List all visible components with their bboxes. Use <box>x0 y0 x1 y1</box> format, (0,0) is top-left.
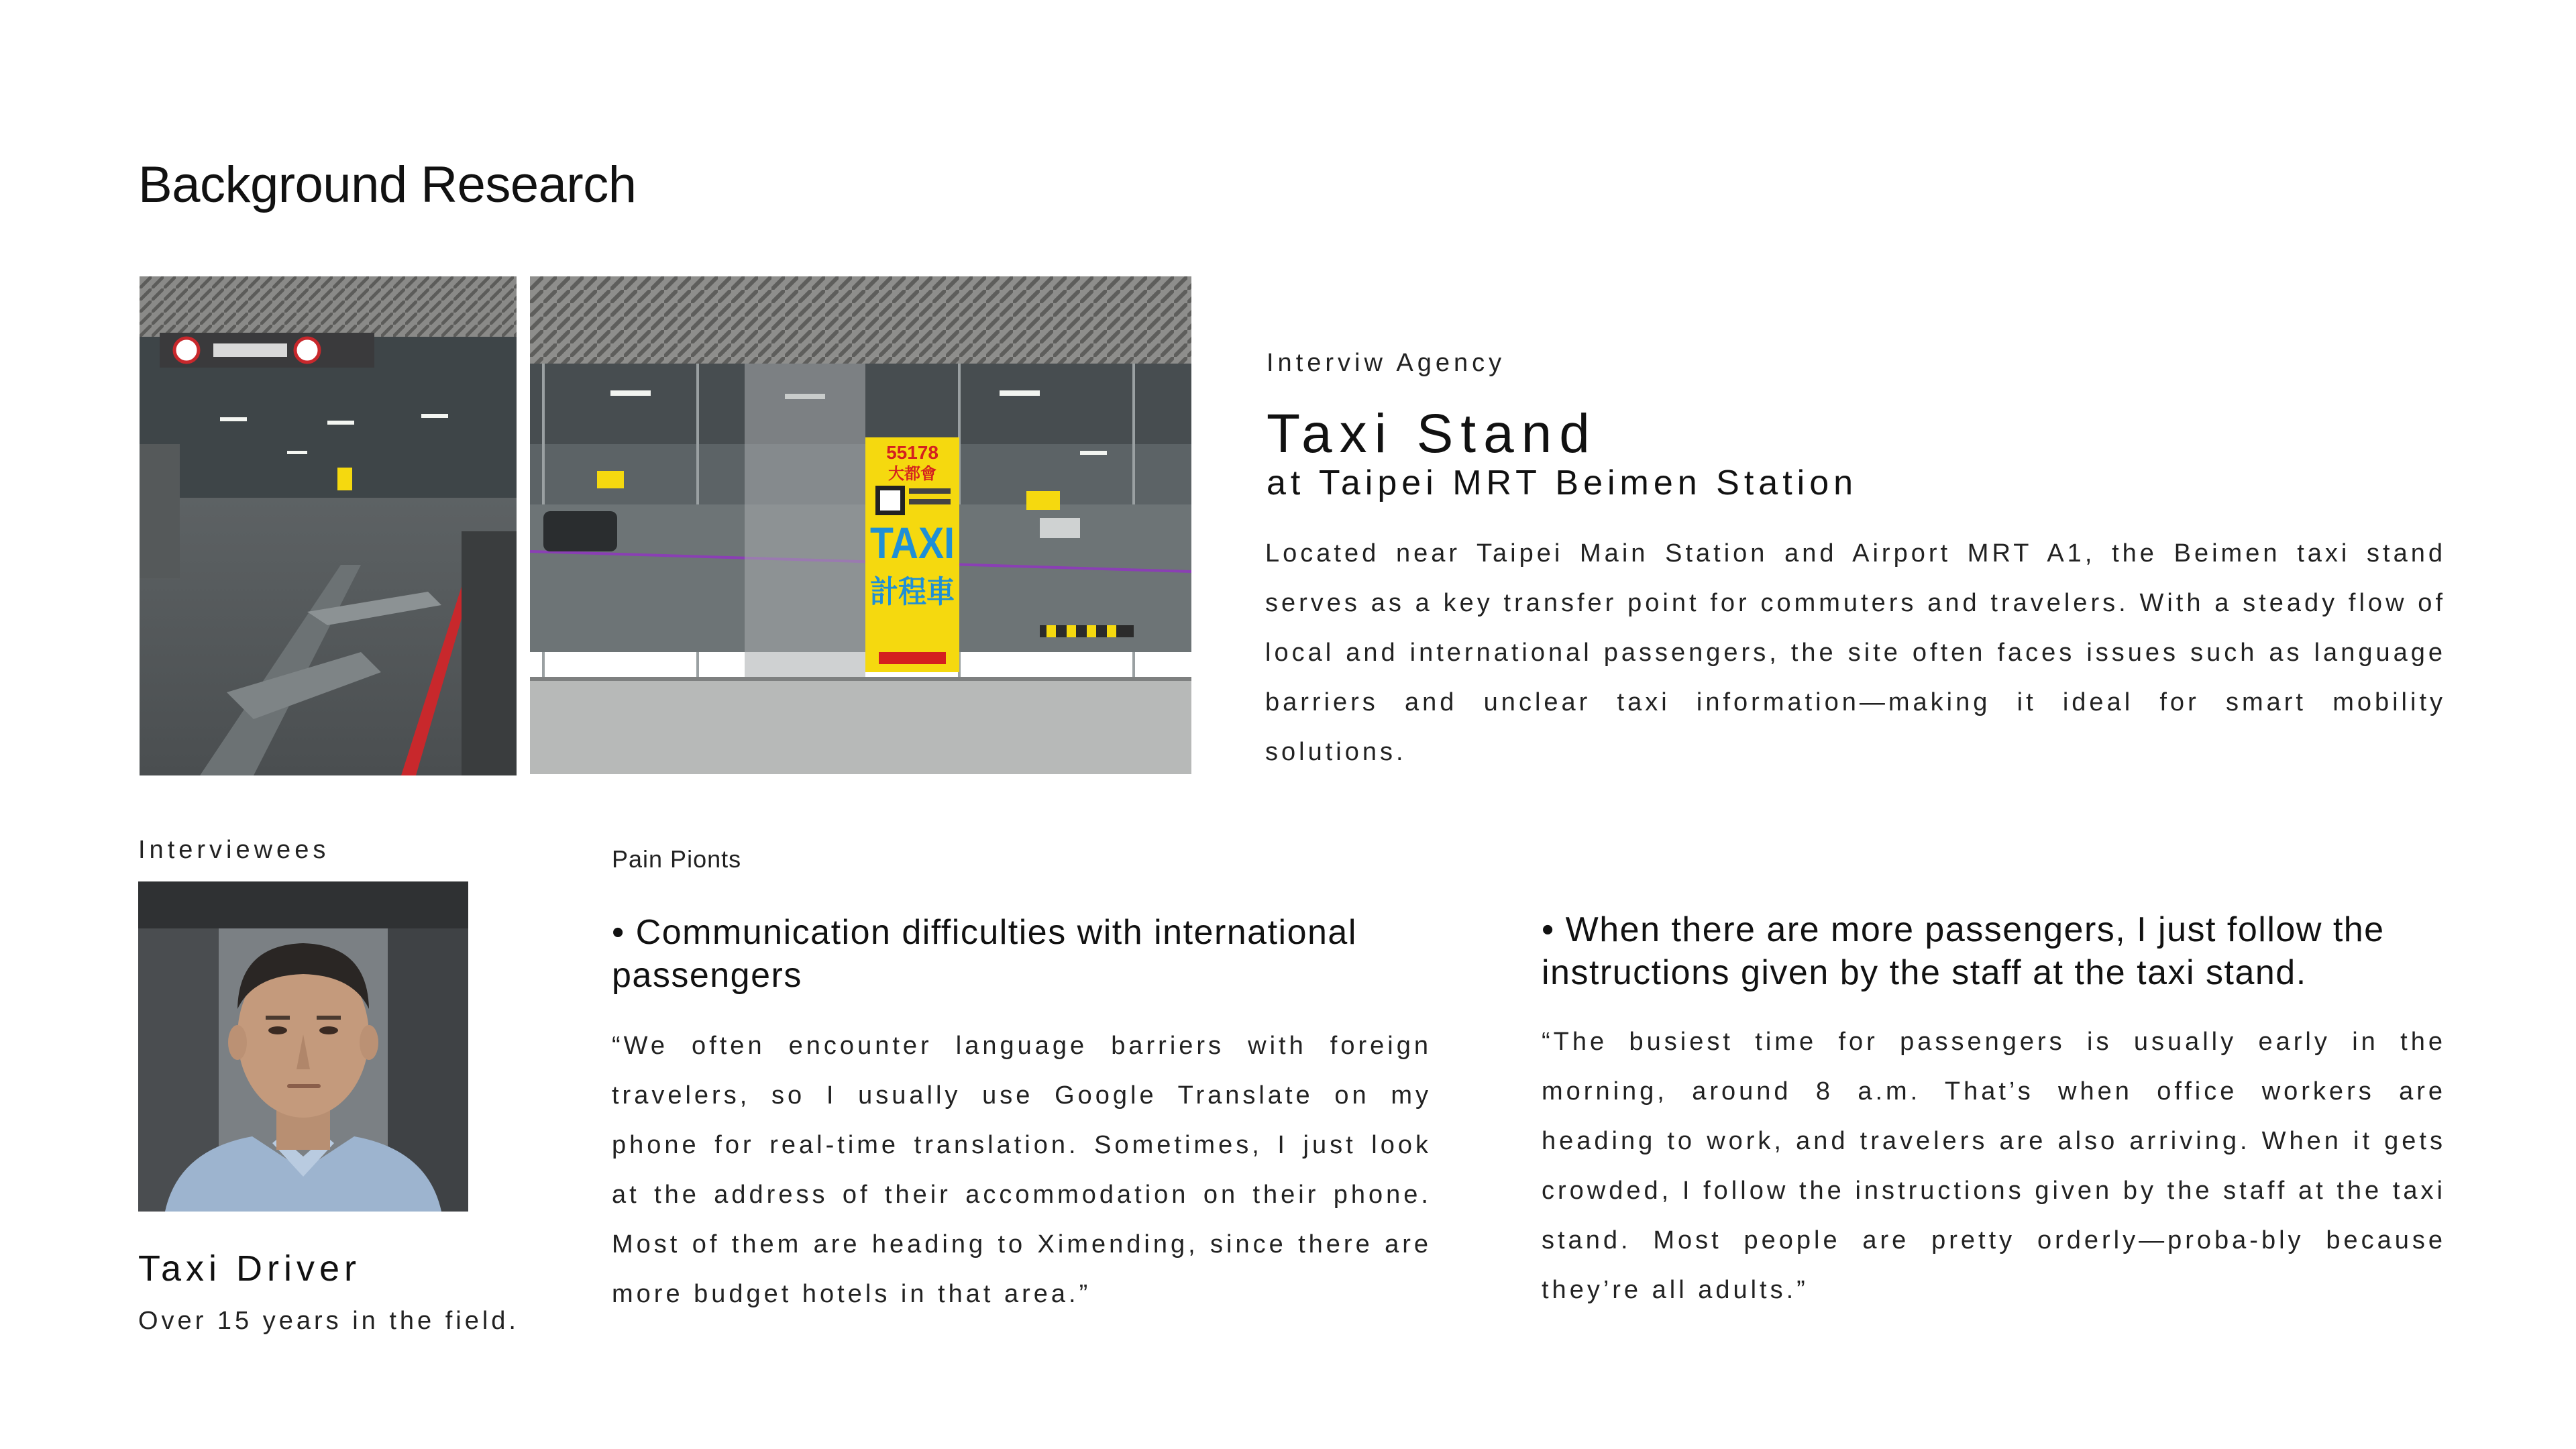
portrait-taxi-driver <box>138 881 468 1212</box>
pain-points-label: Pain Pionts <box>612 845 742 873</box>
interviewees-label: Interviewees <box>138 836 330 864</box>
page-title: Background Research <box>138 156 637 213</box>
photo-taxi-stand-garage <box>140 276 517 775</box>
pain-point-quote-1: “We often encounter language barriers with foreign travelers, so I usually use Google Translate on my phone for real-time translation. Sometimes, I just look at the address of their accommodation on their phone. Most of them are heading to Ximending, since there are more budget hotels in that area.” <box>612 1032 1432 1308</box>
sign-number: 55178 <box>886 442 938 463</box>
agency-description: Located near Taipei Main Station and Airport MRT A1, the Beimen taxi stand serves as a key transfer point for commuters and travelers. With a steady flow of local and international passengers, the site often faces issues such as language barriers and unclear taxi information—making it ideal for smart mobility solutions. <box>1265 539 2446 766</box>
pain-point-heading-2: • When there are more passengers, I just follow the instructions given by the staff at the taxi stand. <box>1542 910 2385 992</box>
pain-point-heading-1: • Communication difficulties with international passengers <box>612 913 1357 995</box>
sign-chinese: 計程車 <box>870 574 955 610</box>
agency-title: Taxi Stand <box>1267 403 1597 464</box>
agency-label: Interviw Agency <box>1267 349 1506 377</box>
sign-brand: 大都會 <box>888 464 936 483</box>
sign-taxi: TAXI <box>870 518 955 568</box>
interviewee-role: Taxi Driver <box>138 1248 362 1289</box>
interviewee-experience: Over 15 years in the field. <box>138 1307 519 1335</box>
pain-point-quote-2: “The busiest time for passengers is usually early in the morning, around 8 a.m. That’s when office workers are heading to work, and travelers are also arriving. When it gets crowded, I follow the instructions given by the staff at the taxi stand. Most people are pretty orderly—proba-bly because they’re all adults.” <box>1542 1028 2446 1304</box>
agency-subtitle: at Taipei MRT Beimen Station <box>1267 464 1858 502</box>
photo-taxi-sign-glass <box>530 276 1191 774</box>
